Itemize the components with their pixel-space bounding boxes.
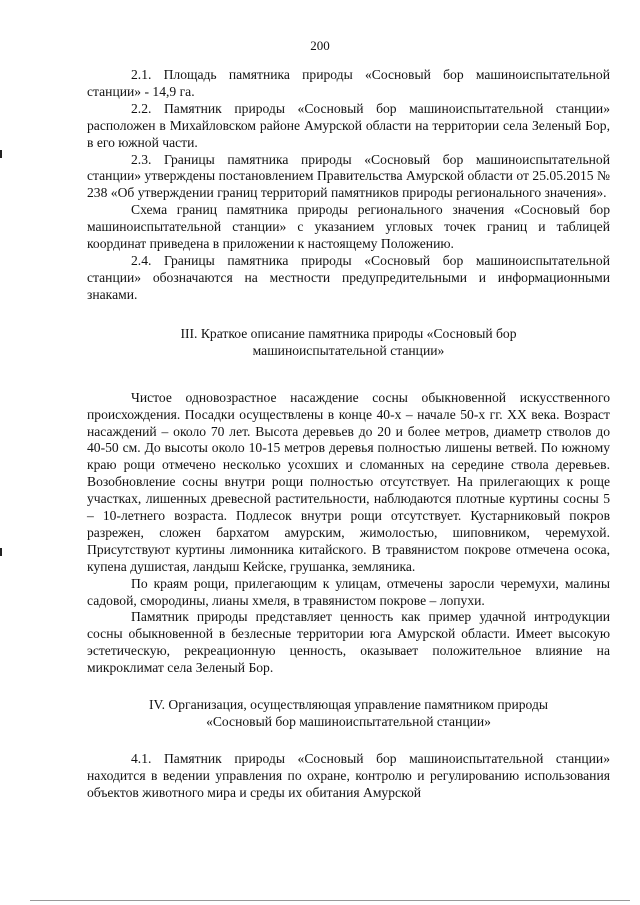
spacer	[87, 730, 610, 751]
page-number: 200	[310, 38, 330, 53]
clause-4-1: 4.1. Памятник природы «Сосновый бор машиноиспытательной станции» находится в ведении управления по охране, контролю и регулированию использования объектов животного мира и среды их обитания Амурской	[87, 751, 610, 800]
section-4-heading: IV. Организация, осуществляющая управление памятником природы «Сосновый бор машиноиспытательной станции»	[149, 697, 548, 730]
scan-edge-mark	[0, 548, 2, 556]
clause-2-1: 2.1. Площадь памятника природы «Сосновый бор машиноиспытательной станции» - 14,9 га.	[87, 67, 610, 99]
spacer	[87, 304, 610, 325]
clause-2-2: 2.2. Памятник природы «Сосновый бор машиноиспытательной станции» расположен в Михайловском районе Амурской области на территории села Зеленый Бор, в его южной части.	[87, 100, 610, 150]
section-3-paragraph: Чистое одновозрастное насаждение сосны обыкновенной искусственного происхождения. Посадки осуществлены в конце 40-х – начале 50-х гг. XX века. Возраст насаждений – около 70 лет. Высота деревьев до 20 и более метров, диаметр стволов до 40-50 см. До высоты около 10-15 метров деревья полностью лишены ветвей. По южному краю рощи отмечено несколько усохших и сломанных на середине ствола деревьев. Возобновление сосны внутри рощи полностью отсутствует. На прилегающих к роще участках, лишенных древесной растительности, наблюдаются плотные куртины сосны 5 – 10-летнего возраста. Подлесок внутри рощи отсутствует. Кустарниковый покров разрежен, сложен бархатом амурским, жимолостью, шиповником, черемухой. Присутствуют куртины лимонника китайского. В травянистом покрове отмечена осока, купена душистая, ландыш Кейске, грушанка, земляника.	[87, 389, 610, 574]
spacer	[87, 359, 610, 390]
clause-2-3: 2.3. Границы памятника природы «Сосновый бор машиноиспытательной станции» утверждены постановлением Правительства Амурской области от 25.05.2015 № 238 «Об утверждении границ территорий памятников природы регионального значения».	[87, 151, 610, 201]
spacer	[87, 677, 610, 696]
clause-2-3-scheme: Схема границ памятника природы регионального значения «Сосновый бор машиноиспытательной станции» с указанием угловых точек границ и таблицей координат приведена в приложении к настоящему Положению.	[87, 202, 610, 252]
clause-2-4: 2.4. Границы памятника природы «Сосновый бор машиноиспытательной станции» обозначаются на местности предупредительными и информационными знаками.	[87, 252, 610, 302]
scan-edge-mark	[0, 150, 2, 158]
section-3-paragraph: По краям рощи, прилегающим к улицам, отмечены заросли черемухи, малины садовой, смородины, лианы хмеля, в травянистом покрове – лопухи.	[87, 575, 610, 608]
document-body	[87, 67, 610, 802]
section-3-heading: III. Краткое описание памятника природы «Сосновый бор машиноиспытательной станции»	[180, 325, 517, 358]
section-3-paragraph: Памятник природы представляет ценность как пример удачной интродукции сосны обыкновенной в безлесные территории юга Амурской области. Имеет высокую эстетическую, рекреационную ценность, оказывает положительное влияние на микроклимат села Зеленый Бор.	[87, 609, 610, 676]
scan-bottom-edge	[30, 900, 630, 901]
